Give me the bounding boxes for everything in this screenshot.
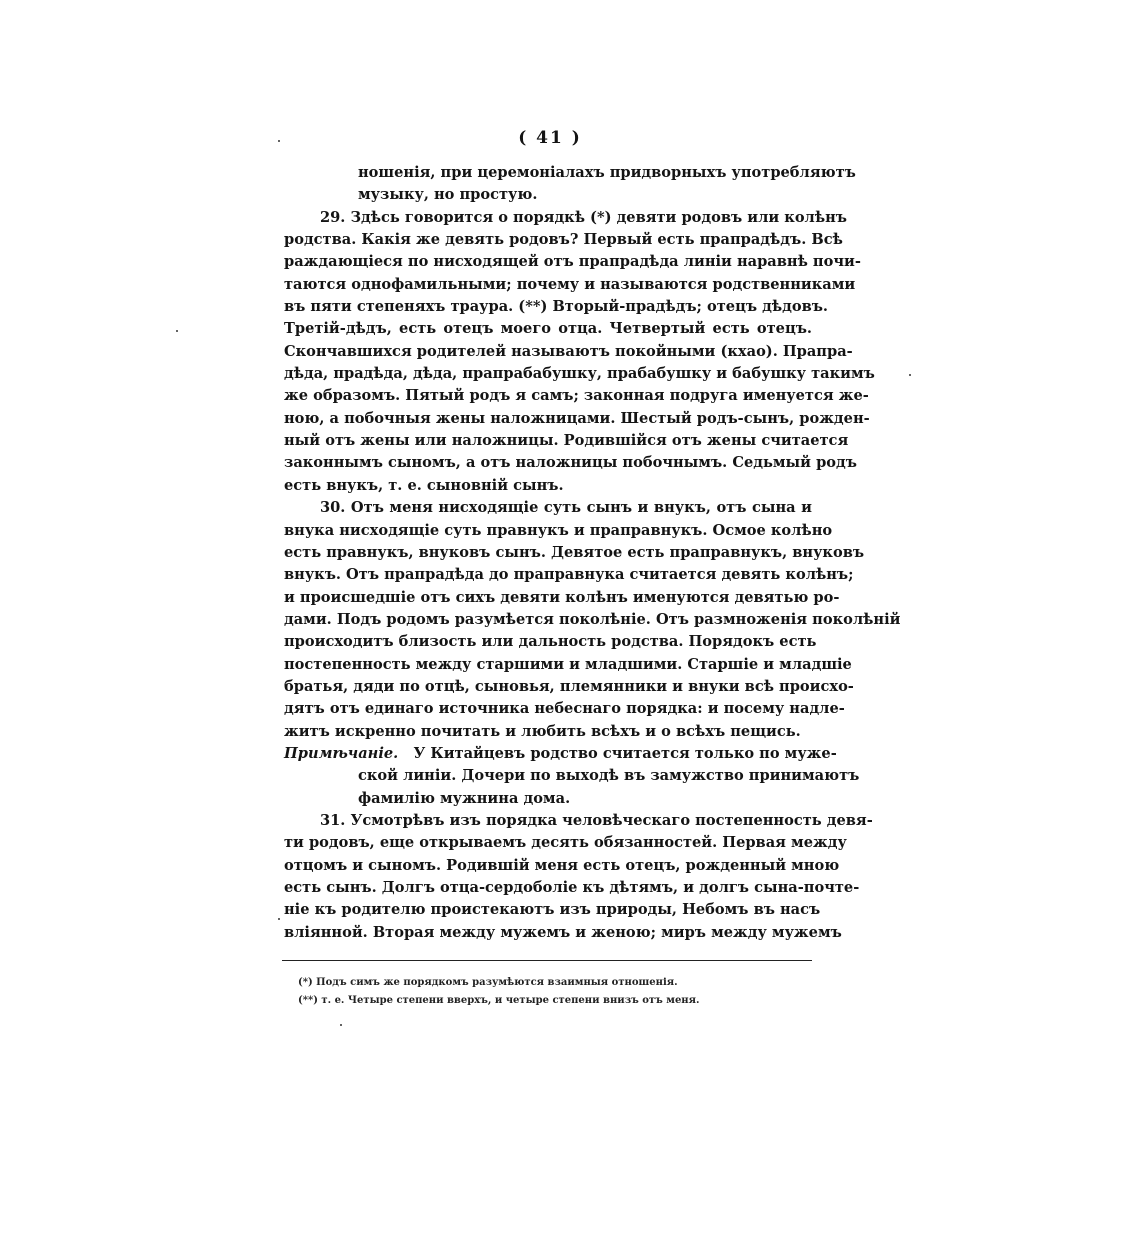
scan-speck: [340, 1024, 342, 1026]
text-line: родства. Какія же девять родовъ? Первый есть прапрадѣдъ. Всѣ: [284, 231, 843, 249]
text-line: ношенія, при церемоніалахъ придворныхъ употребляютъ: [358, 164, 856, 181]
text-line: есть сынъ. Долгъ отца-сердоболіе къ дѣтямъ, и долгъ сына-почте-: [284, 879, 860, 896]
text-line: житъ искренно почитать и любить всѣхъ и о всѣхъ пещись.: [284, 722, 801, 740]
text-line: постепенность между старшими и младшими. Старшіе и младшіе: [284, 655, 852, 673]
text-line: Третій-дѣдъ, есть отецъ моего отца. Четвертый есть отецъ.: [284, 320, 812, 338]
scan-speck: [176, 330, 178, 332]
scan-speck: [909, 374, 911, 376]
text-line: внукъ. Отъ прапрадѣда до праправнука считается девять колѣнъ;: [284, 566, 854, 584]
text-line: же образомъ. Пятый родъ я самъ; законная подруга именуется же-: [284, 387, 869, 405]
text-line: происходитъ близость или дальность родства. Порядокъ есть: [284, 633, 817, 651]
footnotes: [298, 974, 812, 1010]
scan-speck: [278, 918, 280, 920]
text-line: дами. Подъ родомъ разумѣется поколѣніе. Отъ размноженія поколѣній: [284, 610, 901, 628]
text-line: внука нисходящіе суть правнукъ и праправнукъ. Осмое колѣно: [284, 521, 833, 539]
text-line: 30. Отъ меня нисходящіе суть сынъ и внукъ, отъ сына и: [320, 499, 812, 517]
text-line: музыку, но простую.: [358, 186, 538, 204]
footnote-divider: [282, 960, 812, 961]
text-line: законнымъ сыномъ, а отъ наложницы побочнымъ. Седьмый родъ: [284, 454, 857, 472]
text-line: дѣда, прадѣда, дѣда, прапрабабушку, прабабушку и бабушку такимъ: [284, 365, 875, 383]
scan-speck: [278, 140, 280, 142]
text-line: таются однофамильными; почему и называются родственниками: [284, 275, 856, 293]
text-line: и происшедшіе отъ сихъ девяти колѣнъ именуются девятью ро-: [284, 588, 840, 606]
page-number: ( 41 ): [518, 128, 582, 148]
note-line: ской линіи. Дочери по выходѣ въ замужство принимаютъ: [358, 767, 860, 785]
text-line: братья, дяди по отцѣ, сыновья, племянники и внуки всѣ происхо-: [284, 677, 854, 695]
text-line: отцомъ и сыномъ. Родившій меня есть отецъ, рожденный мною: [284, 856, 840, 874]
main-text: [284, 162, 901, 944]
note-text: У Китайцевъ родство считается только по муже-: [413, 744, 837, 762]
note-label: Примѣчаніе.: [284, 744, 399, 762]
text-line: раждающіеся по нисходящей отъ прапрадѣда линіи наравнѣ почи-: [284, 253, 861, 271]
text-line: ніе къ родителю проистекаютъ изъ природы, Небомъ въ насъ: [284, 901, 821, 919]
text-line: 31. Усмотрѣвъ изъ порядка человѣческаго постепенность девя-: [320, 811, 873, 829]
footnote: (*) Подъ симъ же порядкомъ разумѣются взаимныя отношенія.: [298, 977, 678, 988]
text-line: 29. Здѣсь говорится о порядкѣ (*) девяти родовъ или колѣнъ: [320, 208, 847, 226]
text-line: ный отъ жены или наложницы. Родившійся отъ жены считается: [284, 432, 849, 450]
text-line: есть правнукъ, внуковъ сынъ. Девятое есть праправнукъ, внуковъ: [284, 543, 865, 561]
text-line: дятъ отъ единаго источника небеснаго порядка: и посему надле-: [284, 700, 845, 718]
text-line: влiянной. Вторая между мужемъ и женою; миръ между мужемъ: [284, 923, 842, 941]
text-line: есть внукъ, т. е. сыновній сынъ.: [284, 476, 564, 494]
note-line: [284, 743, 837, 765]
text-line: Скончавшихся родителей называютъ покойными (кхао). Прапра-: [284, 342, 853, 360]
footnote: (**) т. е. Четыре степени вверхъ, и четыре степени внизъ отъ меня.: [298, 995, 700, 1006]
note-line: фамилію мужнина дома.: [358, 789, 571, 807]
text-line: ти родовъ, еще открываемъ десять обязанностей. Первая между: [284, 834, 847, 852]
text-line: въ пяти степеняхъ траура. (**) Вторый-прадѣдъ; отецъ дѣдовъ.: [284, 298, 828, 316]
text-line: ною, а побочныя жены наложницами. Шестый родъ-сынъ, рожден-: [284, 409, 870, 427]
